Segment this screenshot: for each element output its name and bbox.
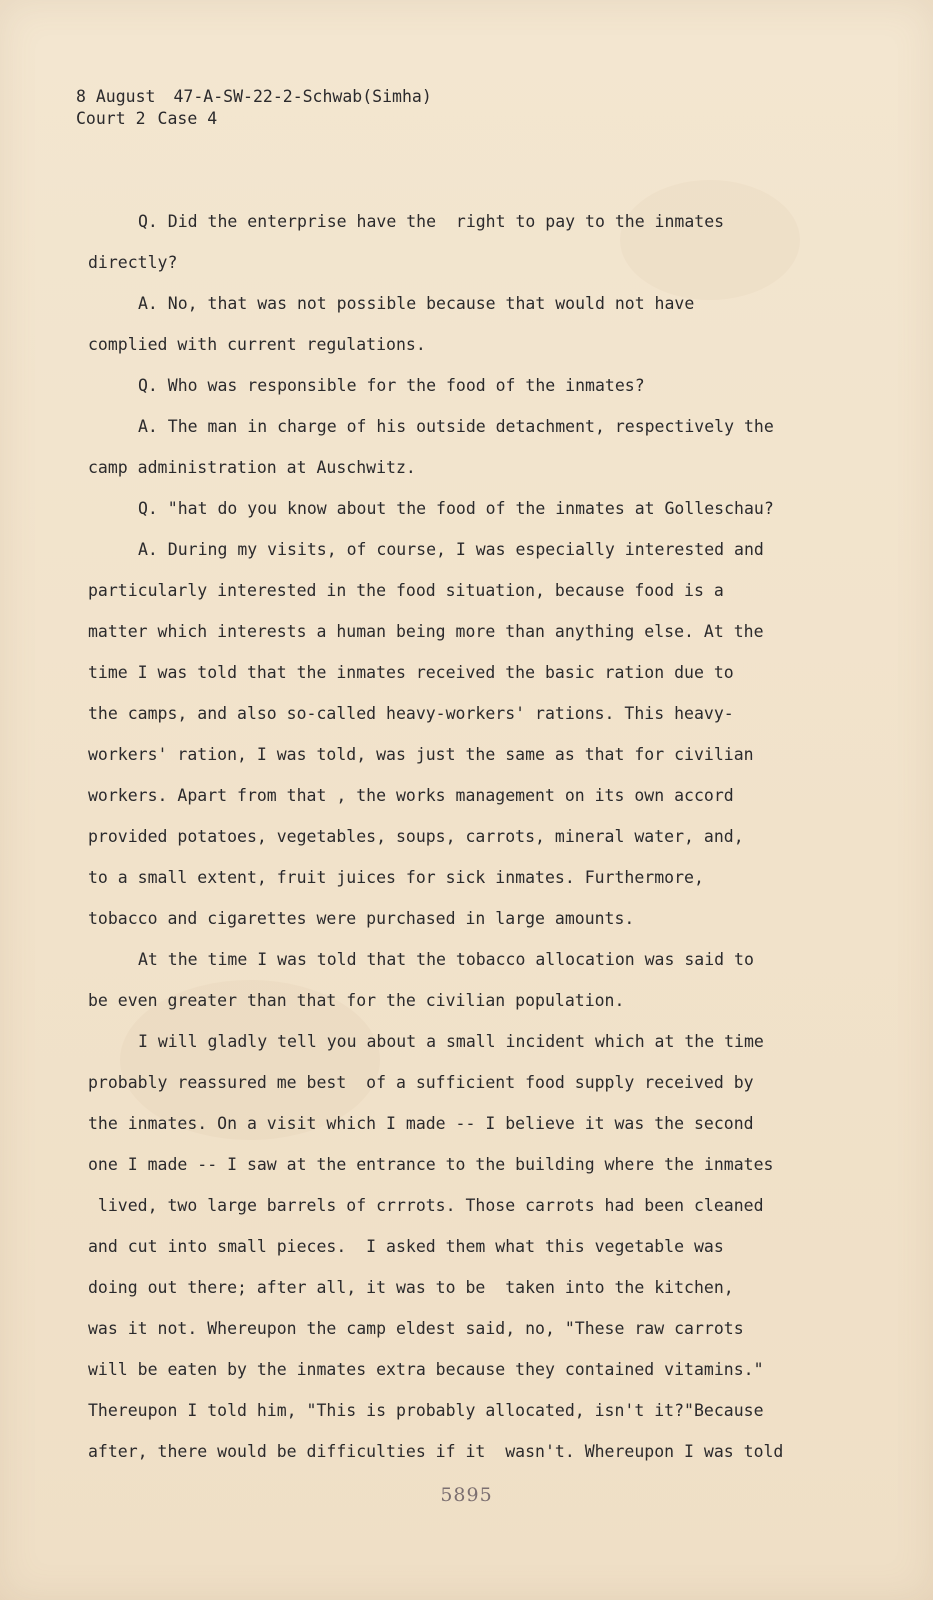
transcript-line: provided potatoes, vegetables, soups, carrots, mineral water, and, (88, 827, 744, 846)
transcript-line: the camps, and also so-called heavy-workers' rations. This heavy- (88, 704, 734, 723)
transcript-line: the inmates. On a visit which I made -- I believe it was the second (88, 1114, 754, 1133)
transcript-line: workers. Apart from that , the works management on its own accord (88, 786, 734, 805)
transcript-line: to a small extent, fruit juices for sick inmates. Furthermore, (88, 868, 704, 887)
transcript-line: A. During my visits, of course, I was especially interested and (138, 540, 764, 559)
transcript-line: A. The man in charge of his outside detachment, respectively the (138, 417, 774, 436)
transcript-line: Q. Did the enterprise have the right to pay to the inmates (138, 212, 725, 231)
header-case: Case 4 (157, 109, 218, 128)
transcript-line: At the time I was told that the tobacco allocation was said to (138, 950, 754, 969)
transcript-line: tobacco and cigarettes were purchased in large amounts. (88, 909, 635, 928)
transcript-line: time I was told that the inmates received the basic ration due to (88, 663, 734, 682)
transcript-line: doing out there; after all, it was to be taken into the kitchen, (88, 1278, 734, 1297)
transcript-line: be even greater than that for the civilian population. (88, 991, 625, 1010)
transcript-line: workers' ration, I was told, was just the same as that for civilian (88, 745, 754, 764)
header-line-1 (76, 86, 432, 108)
document-header (76, 86, 432, 130)
transcript-line: Q. Who was responsible for the food of the inmates? (138, 376, 645, 395)
transcript-line: Thereupon I told him, "This is probably allocated, isn't it?"Because (88, 1401, 764, 1420)
transcript-line: and cut into small pieces. I asked them what this vegetable was (88, 1237, 724, 1256)
header-reference: 47-A-SW-22-2-Schwab(Simha) (173, 87, 432, 106)
transcript-line: A. No, that was not possible because that would not have (138, 294, 695, 313)
transcript-line: one I made -- I saw at the entrance to the building where the inmates (88, 1155, 774, 1174)
page-number: 5895 (440, 1484, 493, 1506)
transcript-line: Q. "hat do you know about the food of the inmates at Golleschau? (138, 499, 774, 518)
transcript-line: camp administration at Auschwitz. (88, 458, 416, 477)
transcript-line: was it not. Whereupon the camp eldest said, no, "These raw carrots (88, 1319, 744, 1338)
transcript-line: probably reassured me best of a sufficient food supply received by (88, 1073, 754, 1092)
transcript-line: complied with current regulations. (88, 335, 426, 354)
transcript-line: matter which interests a human being more than anything else. At the (88, 622, 764, 641)
transcript-line: directly? (88, 253, 178, 272)
transcript-line: lived, two large barrels of crrrots. Those carrots had been cleaned (88, 1196, 764, 1215)
transcript-line: particularly interested in the food situation, because food is a (88, 581, 724, 600)
transcript-line: I will gladly tell you about a small incident which at the time (138, 1032, 764, 1051)
header-date: 8 August (76, 87, 156, 106)
header-line-2 (76, 108, 432, 130)
transcript-line: after, there would be difficulties if it wasn't. Whereupon I was told (88, 1442, 784, 1461)
header-court: Court 2 (76, 109, 146, 128)
transcript-body (88, 201, 818, 1472)
transcript-line: will be eaten by the inmates extra because they contained vitamins." (88, 1360, 764, 1379)
